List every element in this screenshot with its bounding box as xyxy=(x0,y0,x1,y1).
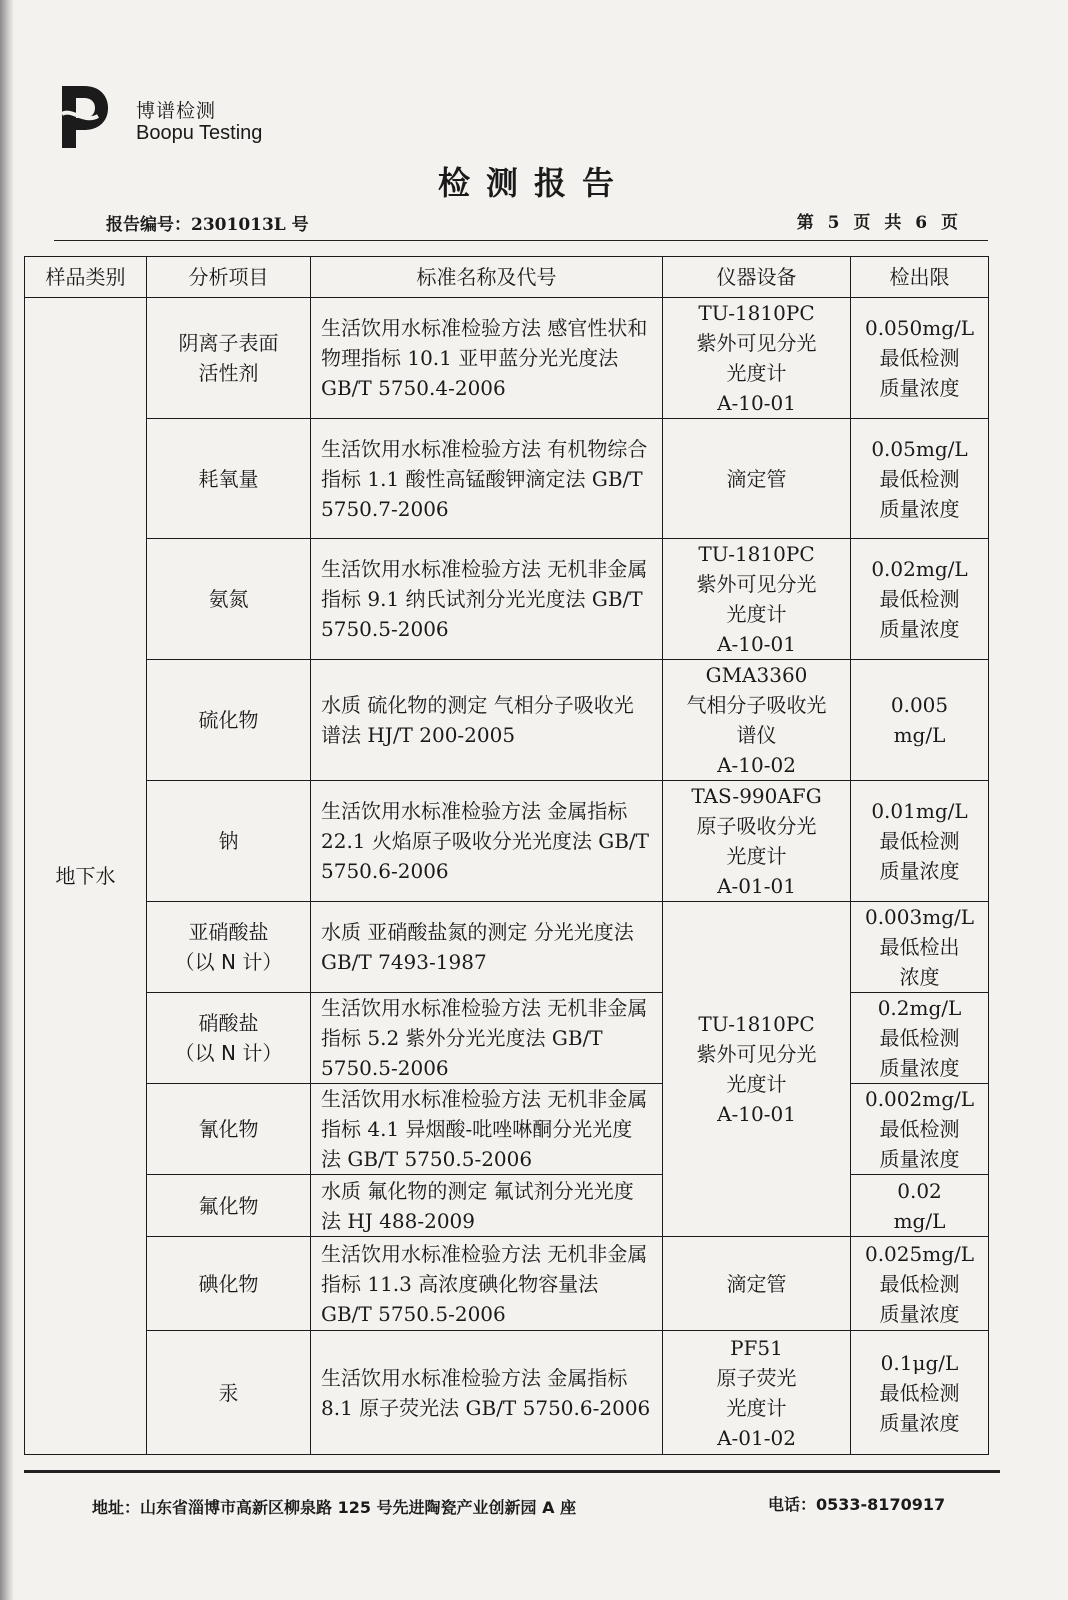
instrument-cell: 滴定管 xyxy=(663,1237,851,1331)
standard-cell: 水质 氟化物的测定 氟试剂分光光度法 HJ 488-2009 xyxy=(311,1175,663,1237)
analysis-item-cell: 硝酸盐 （以 N 计） xyxy=(147,993,311,1084)
instrument-cell: PF51 原子荧光 光度计 A-01-02 xyxy=(663,1331,851,1455)
analysis-item-cell: 氟化物 xyxy=(147,1175,311,1237)
table-row xyxy=(25,660,989,781)
standard-cell: 生活饮用水标准检验方法 感官性状和物理指标 10.1 亚甲蓝分光光度法 GB/T 5750.4-2006 xyxy=(311,298,663,419)
analysis-item-cell: 亚硝酸盐 （以 N 计） xyxy=(147,902,311,993)
table-row xyxy=(25,419,989,539)
col-header-standard: 标准名称及代号 xyxy=(311,257,663,298)
analysis-item-cell: 硫化物 xyxy=(147,660,311,781)
standard-cell: 水质 亚硝酸盐氮的测定 分光光度法 GB/T 7493-1987 xyxy=(311,902,663,993)
col-header-instrument: 仪器设备 xyxy=(663,257,851,298)
instrument-cell: TU-1810PC 紫外可见分光 光度计 A-10-01 xyxy=(663,298,851,419)
brand-name-cn: 博谱检测 xyxy=(136,100,217,122)
standard-cell: 生活饮用水标准检验方法 无机非金属指标 11.3 高浓度碘化物容量法 GB/T 5750.5-2006 xyxy=(311,1237,663,1331)
table-row xyxy=(25,1331,989,1455)
detection-limit-cell: 0.1μg/L 最低检测 质量浓度 xyxy=(851,1331,989,1455)
table-row xyxy=(25,1237,989,1331)
analysis-item-cell: 耗氧量 xyxy=(147,419,311,539)
col-header-sample-category: 样品类别 xyxy=(25,257,147,298)
header-divider xyxy=(54,240,988,241)
standard-cell: 生活饮用水标准检验方法 无机非金属指标 4.1 异烟酸-吡唑啉酮分光光度法 GB/T 5750.5-2006 xyxy=(311,1084,663,1175)
instrument-cell: GMA3360 气相分子吸收光 谱仪 A-10-02 xyxy=(663,660,851,781)
instrument-cell: TAS-990AFG 原子吸收分光 光度计 A-01-01 xyxy=(663,781,851,902)
standard-cell: 生活饮用水标准检验方法 有机物综合指标 1.1 酸性高锰酸钾滴定法 GB/T 5750.7-2006 xyxy=(311,419,663,539)
detection-limit-cell: 0.050mg/L 最低检测 质量浓度 xyxy=(851,298,989,419)
boopu-logo-icon xyxy=(60,78,110,150)
standard-cell: 生活饮用水标准检验方法 金属指标 8.1 原子荧光法 GB/T 5750.6-2006 xyxy=(311,1331,663,1455)
detection-limit-cell: 0.02mg/L 最低检测 质量浓度 xyxy=(851,539,989,660)
report-number: 报告编号：2301013L 号 xyxy=(106,215,309,235)
table-row xyxy=(25,902,989,993)
detection-limit-cell: 0.2mg/L 最低检测 质量浓度 xyxy=(851,993,989,1084)
instrument-cell-shared: TU-1810PC 紫外可见分光 光度计 A-10-01 xyxy=(663,902,851,1237)
table-row xyxy=(25,298,989,419)
analysis-item-cell: 钠 xyxy=(147,781,311,902)
analysis-item-cell: 氨氮 xyxy=(147,539,311,660)
detection-limit-cell: 0.002mg/L 最低检测 质量浓度 xyxy=(851,1084,989,1175)
detection-limit-cell: 0.05mg/L 最低检测 质量浓度 xyxy=(851,419,989,539)
detection-limit-cell: 0.025mg/L 最低检测 质量浓度 xyxy=(851,1237,989,1331)
brand-name-en: Boopu Testing xyxy=(136,122,263,144)
test-report-table xyxy=(24,256,989,1455)
table-row xyxy=(25,781,989,902)
page-title: 检测报告 xyxy=(437,164,630,202)
col-header-detection-limit: 检出限 xyxy=(851,257,989,298)
footer-address: 地址：山东省淄博市高新区柳泉路 125 号先进陶瓷产业创新园 A 座 xyxy=(92,1498,577,1517)
analysis-item-cell: 碘化物 xyxy=(147,1237,311,1331)
table-row xyxy=(25,539,989,660)
instrument-cell: TU-1810PC 紫外可见分光 光度计 A-10-01 xyxy=(663,539,851,660)
instrument-cell: 滴定管 xyxy=(663,419,851,539)
sample-category-cell: 地下水 xyxy=(25,298,147,1455)
standard-cell: 生活饮用水标准检验方法 金属指标 22.1 火焰原子吸收分光光度法 GB/T 5750.6-2006 xyxy=(311,781,663,902)
footer-divider xyxy=(24,1470,1000,1473)
detection-limit-cell: 0.01mg/L 最低检测 质量浓度 xyxy=(851,781,989,902)
page-edge-shadow xyxy=(0,0,14,1600)
page-number: 第 5 页 共 6 页 xyxy=(796,213,962,233)
standard-cell: 生活饮用水标准检验方法 无机非金属指标 9.1 纳氏试剂分光光度法 GB/T 5750.5-2006 xyxy=(311,539,663,660)
footer-phone: 电话：0533-8170917 xyxy=(768,1495,946,1514)
col-header-analysis-item: 分析项目 xyxy=(147,257,311,298)
analysis-item-cell: 汞 xyxy=(147,1331,311,1455)
table-header-row xyxy=(25,257,989,298)
standard-cell: 生活饮用水标准检验方法 无机非金属指标 5.2 紫外分光光度法 GB/T 5750.5-2006 xyxy=(311,993,663,1084)
detection-limit-cell: 0.02 mg/L xyxy=(851,1175,989,1237)
detection-limit-cell: 0.003mg/L 最低检出 浓度 xyxy=(851,902,989,993)
detection-limit-cell: 0.005 mg/L xyxy=(851,660,989,781)
analysis-item-cell: 阴离子表面 活性剂 xyxy=(147,298,311,419)
analysis-item-cell: 氰化物 xyxy=(147,1084,311,1175)
standard-cell: 水质 硫化物的测定 气相分子吸收光谱法 HJ/T 200-2005 xyxy=(311,660,663,781)
